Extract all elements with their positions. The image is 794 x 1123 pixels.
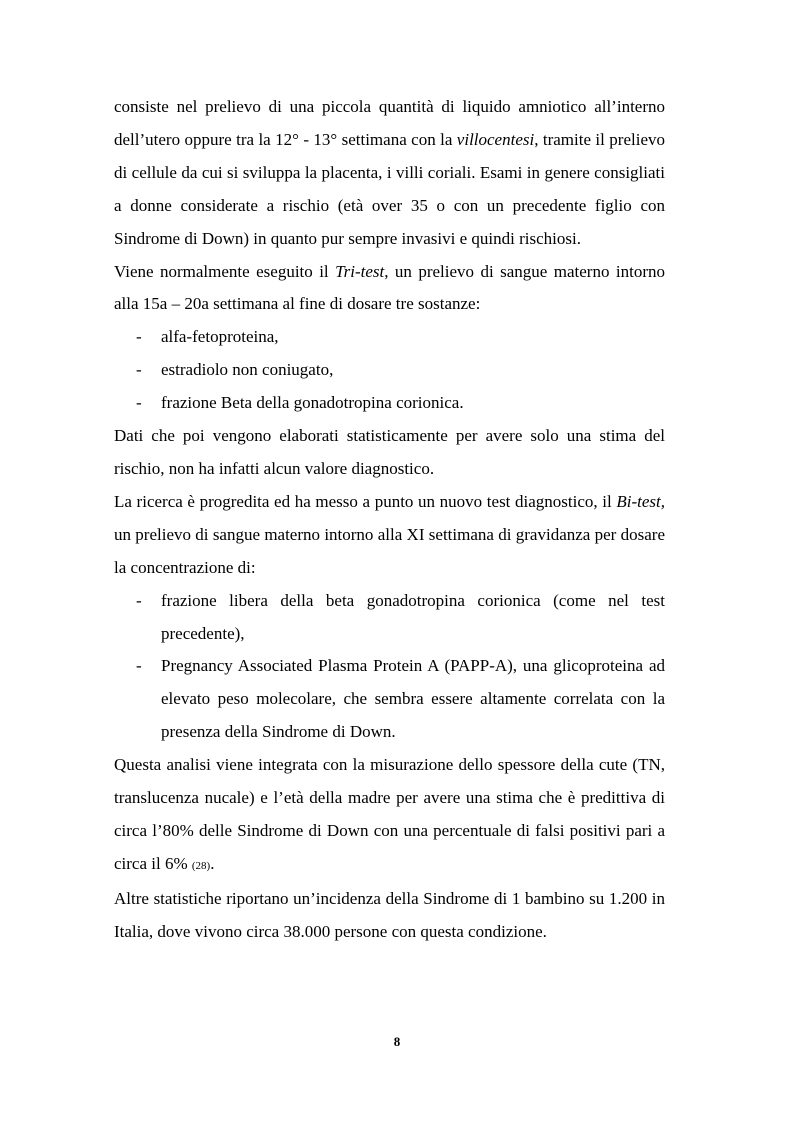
paragraph-analysis bbox=[114, 749, 665, 883]
list-marker: - bbox=[136, 656, 142, 676]
paragraph-text: . bbox=[210, 853, 215, 873]
list-item-text: Pregnancy Associated Plasma Protein A (PAPP-A), una glicoproteina ad elevato peso molecolare, che sembra essere altamente correlata con la presenza della Sindrome di Down. bbox=[161, 656, 665, 742]
list-item bbox=[114, 387, 665, 420]
list-item-text: estradiolo non coniugato, bbox=[161, 360, 334, 380]
bi-test-substances-list bbox=[114, 585, 665, 750]
term-villocentesi: villocentesi bbox=[456, 129, 535, 149]
paragraph-amniocentesis bbox=[114, 91, 665, 256]
paragraph-text: Viene normalmente eseguito il bbox=[114, 261, 336, 281]
list-item-text: alfa-fetoproteina, bbox=[161, 327, 279, 347]
page-number: 8 bbox=[393, 1034, 401, 1049]
paragraph-text: consiste nel prelievo di una piccola quantità di liquido amniotico all’interno dell’utero oppure tra la 12° - 13° settimana con la bbox=[114, 97, 665, 149]
paragraph-text: , un prelievo di sangue materno intorno alla 15a – 20a settimana al fine di dosare tre sostanze: bbox=[114, 261, 665, 314]
list-item-text: frazione libera della beta gonadotropina corionica (come nel test precedente), bbox=[161, 590, 665, 643]
list-marker: - bbox=[136, 393, 142, 413]
list-item-text: frazione Beta della gonadotropina corionica. bbox=[161, 393, 464, 413]
paragraph-text: Questa analisi viene integrata con la misurazione dello spessore della cute (TN, translucenza nucale) e l’età della madre per avere una stima che è predittiva di circa l’80% delle Sindrome di Down con una percentuale di falsi positivi pari a circa il 6% bbox=[114, 755, 665, 873]
paragraph-text: La ricerca è progredita ed ha messo a punto un nuovo test diagnostico, il bbox=[114, 491, 617, 511]
tri-test-substances-list bbox=[114, 321, 665, 420]
list-marker: - bbox=[136, 360, 142, 380]
paragraph-statistics: Dati che poi vengono elaborati statisticamente per avere solo una stima del rischio, non ha infatti alcun valore diagnostico. bbox=[114, 426, 665, 478]
paragraph-tri-test bbox=[114, 256, 665, 322]
paragraph-incidence: Altre statistiche riportano un’incidenza della Sindrome di 1 bambino su 1.200 in Italia, dove vivono circa 38.000 persone con questa condizione. bbox=[114, 888, 665, 941]
list-item bbox=[114, 650, 665, 749]
term-tri-test: Tri-test bbox=[335, 261, 385, 281]
list-item bbox=[114, 585, 665, 651]
citation-reference: (28) bbox=[191, 859, 211, 872]
page-body bbox=[114, 91, 665, 949]
paragraph-bi-test bbox=[114, 486, 665, 585]
paragraph-text: , tramite il prelievo di cellule da cui si sviluppa la placenta, i villi coriali. Esami in genere consigliati a donne considerate a rischio (età over 35 o con un precedente figlio con Sindrome di Down) in quanto pur sempre invasivi e quindi rischiosi. bbox=[114, 129, 665, 248]
term-bi-test: Bi-test, bbox=[616, 491, 665, 511]
list-marker: - bbox=[136, 327, 142, 347]
paragraph-text: un prelievo di sangue materno intorno alla XI settimana di gravidanza per dosare la concentrazione di: bbox=[114, 524, 665, 577]
list-item bbox=[114, 354, 665, 387]
list-item bbox=[114, 321, 665, 354]
list-marker: - bbox=[136, 590, 142, 610]
